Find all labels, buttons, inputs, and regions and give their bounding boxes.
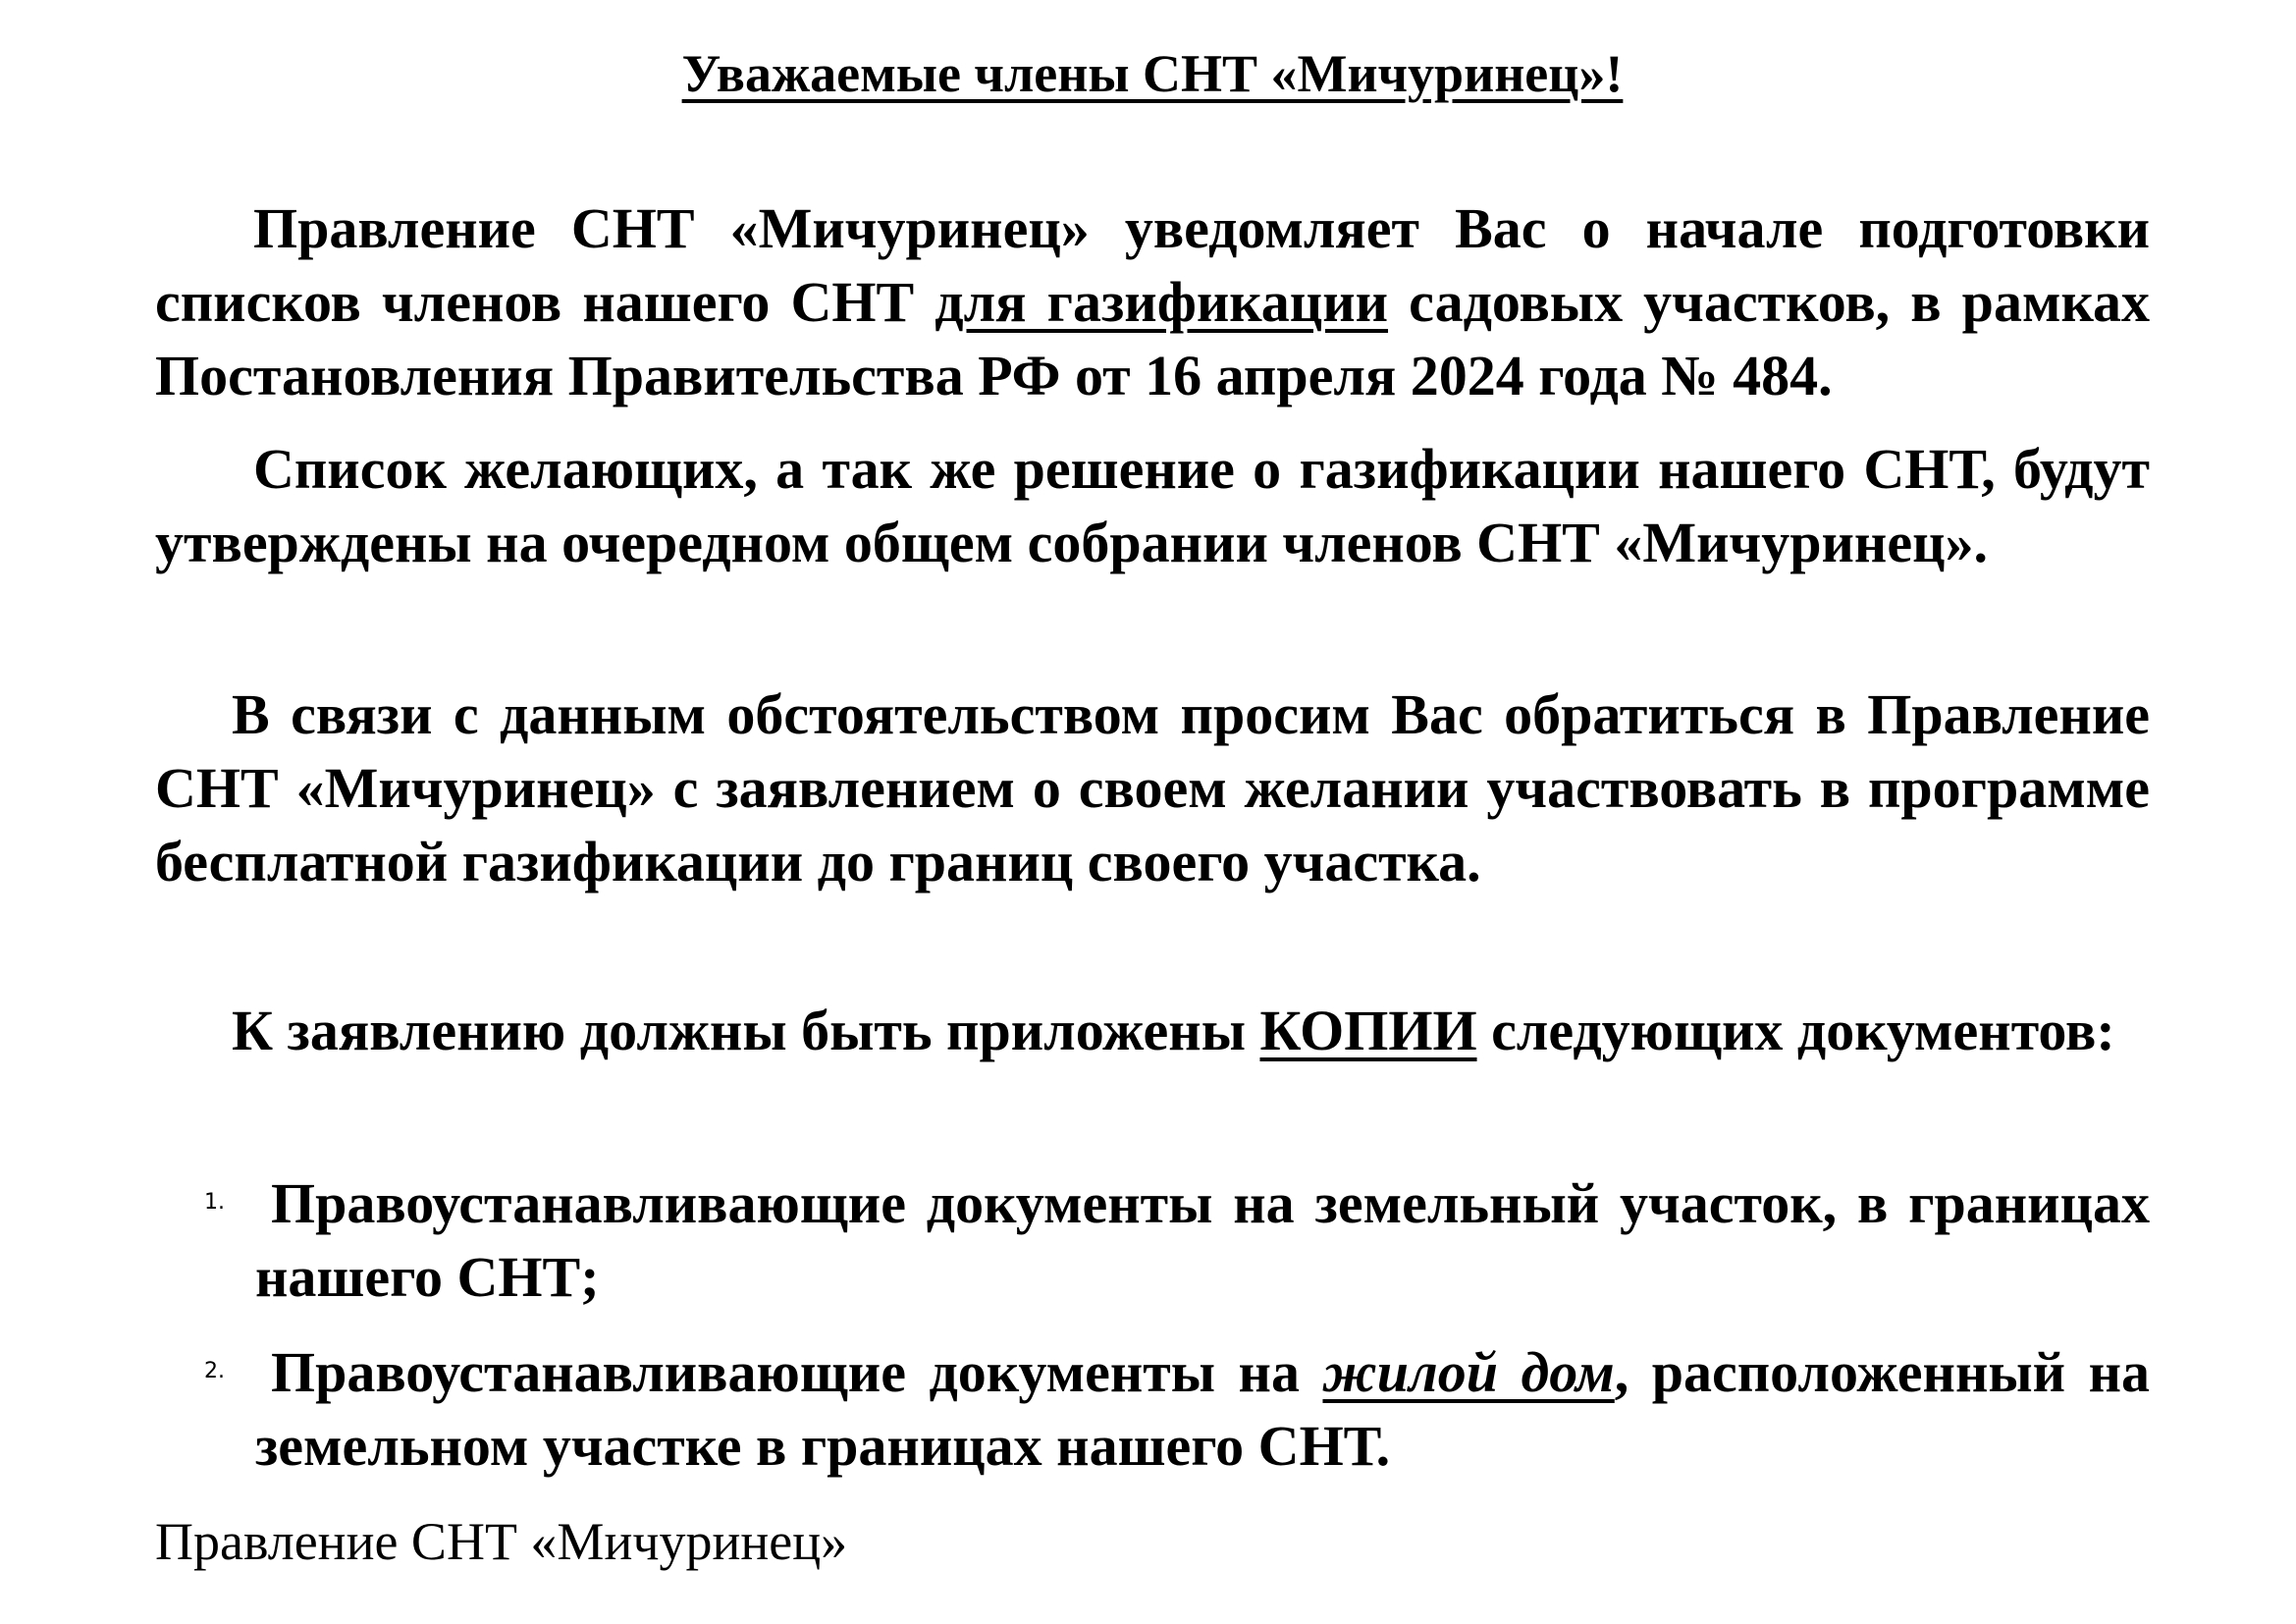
list-number: 1.: [204, 1190, 225, 1215]
paragraph-announcement: [155, 191, 2150, 412]
list-item-text-part: , расположенный на земельном участке в границах нашего СНТ.: [255, 1340, 2150, 1478]
list-item: [204, 1166, 2150, 1314]
paragraph-text: Список желающих, а так же решение о газификации нашего СНТ, будут утверждены на очередном общем собрании членов СНТ «Мичуринец».: [155, 437, 2150, 574]
paragraph-text: Правление СНТ «Мичуринец» уведомляет Вас о начале подготовки списков членов нашего СНТ: [155, 196, 2150, 334]
paragraph-text: К заявлению должны быть приложены: [232, 999, 1260, 1062]
signature: Правление СНТ «Мичуринец»: [155, 1512, 848, 1571]
list-number: 2.: [204, 1359, 225, 1383]
paragraph-text: садовых участков, в рамках Постановления Правительства РФ от 16 апреля 2024 года № 484.: [155, 270, 2150, 407]
list-item-text: Правоустанавливающие документы на земельный участок, в границах нашего СНТ;: [255, 1171, 2150, 1309]
paragraph-approval: [155, 432, 2150, 579]
list-item-text: [255, 1335, 2150, 1483]
emphasized-phrase: жилой дом: [1322, 1340, 1615, 1404]
document-title: [155, 37, 2150, 110]
paragraph-text: следующих документов:: [1476, 999, 2115, 1062]
paragraph-attachments: [155, 994, 2150, 1067]
paragraph-text: В связи с данным обстоятельством просим Вас обратиться в Правление СНТ «Мичуринец» с заявлением о своем желании участвовать в программе бесплатной газификации до границ своего участка.: [155, 682, 2150, 893]
paragraph-request: [155, 677, 2150, 898]
list-item-text-part: Правоустанавливающие документы на: [271, 1340, 1323, 1404]
underlined-phrase: для газификации: [934, 270, 1389, 334]
title-text: Уважаемые члены СНТ «Мичуринец»!: [681, 44, 1624, 103]
list-item: [204, 1335, 2150, 1483]
underlined-phrase: КОПИИ: [1259, 999, 1477, 1062]
